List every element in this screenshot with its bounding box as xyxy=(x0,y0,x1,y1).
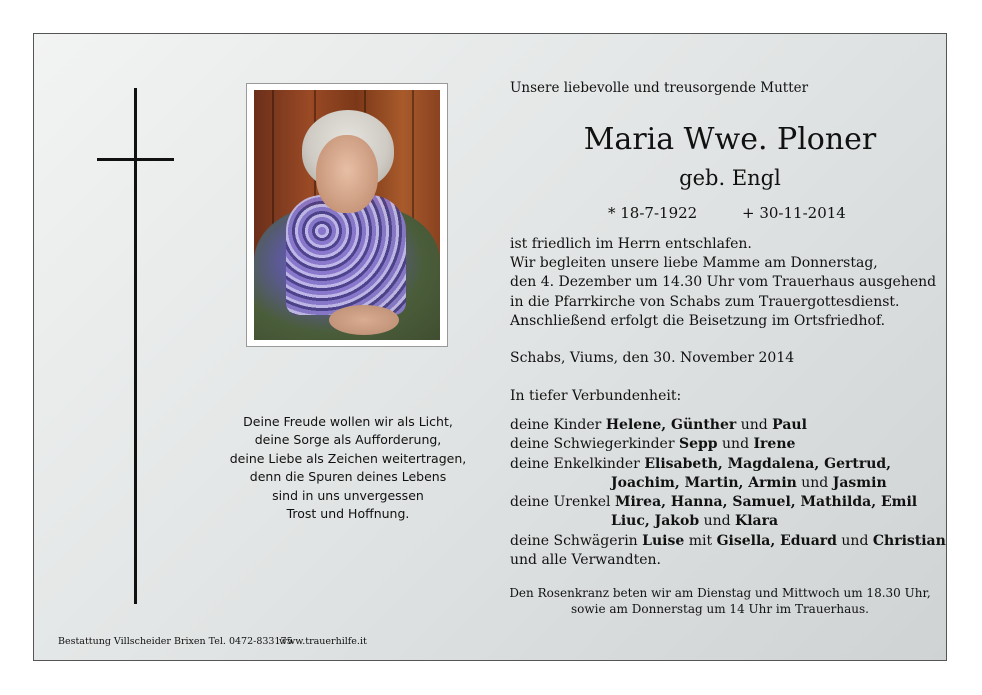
portrait-hand xyxy=(329,305,399,335)
portrait-photo xyxy=(254,90,440,340)
cross-icon-crossbar xyxy=(97,158,174,161)
family-names: Helene, Günther xyxy=(605,417,737,433)
place-date: Schabs, Viums, den 30. November 2014 xyxy=(510,350,795,366)
portrait-photo-frame xyxy=(246,83,448,347)
family-label: deine Urenkel xyxy=(510,494,615,511)
family-inlaws xyxy=(510,435,946,454)
rosary-notice xyxy=(500,585,940,617)
family-great-grandchildren-cont xyxy=(510,512,946,531)
family-names: Sepp xyxy=(678,436,718,453)
death-date: + 30-11-2014 xyxy=(742,204,846,222)
sympathy-line: In tiefer Verbundenheit: xyxy=(510,388,682,404)
family-names: Gisella, Eduard xyxy=(716,532,837,549)
family-names: Irene xyxy=(753,436,796,453)
poem-line: Trost und Hoffnung. xyxy=(286,506,410,522)
announcement-text xyxy=(510,235,936,331)
family-names: Jasmin xyxy=(832,474,887,491)
poem-line: Deine Freude wollen wir als Licht, xyxy=(243,414,453,429)
poem-line: sind in uns unvergessen xyxy=(272,487,424,503)
portrait-face xyxy=(316,135,378,213)
family-names: Mirea, Hanna, Samuel, Mathilda, Emil xyxy=(614,494,918,511)
website-text: www.trauerhilfe.it xyxy=(279,636,367,647)
family-label: deine Enkelkinder xyxy=(510,455,645,472)
announcement-line: Wir begleiten unsere liebe Mamme am Donnerstag, xyxy=(510,255,878,272)
intro-text: Unsere liebevolle und treusorgende Mutter xyxy=(510,80,809,96)
announcement-line: in die Pfarrkirche von Schabs zum Trauergottesdienst. xyxy=(510,293,900,310)
family-conjunction: und xyxy=(796,474,833,491)
birth-date: * 18-7-1922 xyxy=(608,204,698,222)
family-sister-in-law xyxy=(510,532,946,551)
poem-line: denn die Spuren deines Lebens xyxy=(249,469,447,485)
family-list xyxy=(510,416,946,570)
family-others: und alle Verwandten. xyxy=(510,552,661,569)
announcement-line: ist friedlich im Herrn entschlafen. xyxy=(510,236,752,252)
undertaker-info: Bestattung Villscheider Brixen Tel. 0472-833175 xyxy=(58,636,293,647)
family-conjunction: und xyxy=(736,417,773,433)
family-label: deine Schwiegerkinder xyxy=(510,436,679,453)
deceased-name: Maria Wwe. Ploner xyxy=(583,122,877,157)
cross-icon xyxy=(134,88,137,604)
poem-line: deine Liebe als Zeichen weitertragen, xyxy=(229,450,467,466)
family-children xyxy=(510,416,946,435)
family-names: Klara xyxy=(735,513,779,530)
family-conjunction: und xyxy=(699,513,736,530)
family-label: deine Kinder xyxy=(510,417,606,433)
family-great-grandchildren xyxy=(510,493,946,512)
announcement-line: Anschließend erfolgt die Beisetzung im Ortsfriedhof. xyxy=(510,312,886,329)
poem xyxy=(200,413,496,523)
family-grandchildren-cont xyxy=(510,474,946,493)
poem-line: deine Sorge als Aufforderung, xyxy=(254,432,442,448)
family-names: Paul xyxy=(772,417,807,433)
portrait-apron xyxy=(286,195,406,315)
family-names: Elisabeth, Magdalena, Gertrud, xyxy=(644,455,892,472)
family-names: Joachim, Martin, Armin xyxy=(611,474,797,491)
family-names: Christian xyxy=(872,532,946,549)
family-label: deine Schwägerin xyxy=(510,532,643,549)
rosary-line: sowie am Donnerstag um 14 Uhr im Trauerhaus. xyxy=(570,602,869,616)
family-conjunction: und xyxy=(836,532,873,549)
family-conjunction: und xyxy=(717,436,754,453)
announcement-line: den 4. Dezember um 14.30 Uhr vom Trauerhaus ausgehend xyxy=(510,274,937,291)
family-grandchildren xyxy=(510,455,946,474)
rosary-line: Den Rosenkranz beten wir am Dienstag und Mittwoch um 18.30 Uhr, xyxy=(509,586,931,600)
maiden-name: geb. Engl xyxy=(679,166,781,190)
family-conjunction: mit xyxy=(684,532,717,549)
family-names: Liuc, Jakob xyxy=(611,513,700,530)
family-names: Luise xyxy=(642,532,685,549)
